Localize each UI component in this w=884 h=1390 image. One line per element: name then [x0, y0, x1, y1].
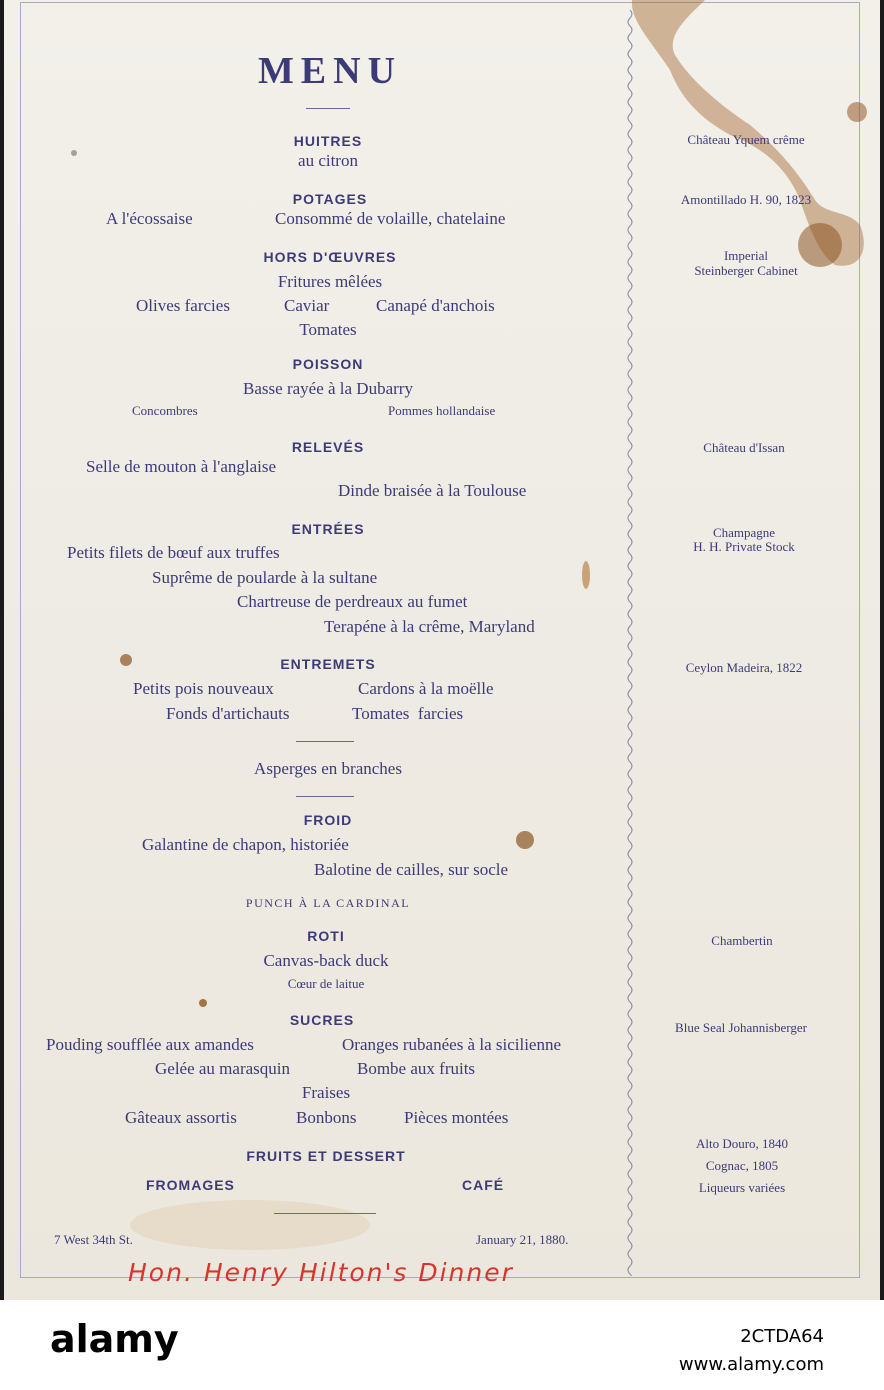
dish: Olives farcies: [136, 296, 230, 315]
divider: [296, 796, 354, 797]
heading-roti: ROTI: [307, 928, 345, 944]
handwritten-annotation: Hon. Henry Hilton's Dinner: [128, 1258, 514, 1287]
dish: Basse rayée à la Dubarry: [243, 379, 413, 398]
divider: [296, 741, 354, 742]
dish: Fritures mêlées: [277, 272, 383, 291]
image-id: 2CTDA64: [740, 1326, 824, 1347]
heading-entrees: ENTRÉES: [291, 521, 365, 537]
dish: Canapé d'anchois: [376, 296, 495, 315]
dish: Pièces montées: [404, 1108, 509, 1127]
divider: [274, 1213, 376, 1214]
dish: Fonds d'artichauts: [166, 704, 290, 723]
dish: Tomates: [299, 320, 357, 339]
dish: Petits filets de bœuf aux truffes: [67, 543, 280, 562]
side-dish: Cœur de laitue: [287, 976, 365, 991]
heading-poisson: POISSON: [292, 356, 364, 372]
punch: PUNCH À LA CARDINAL: [245, 896, 411, 910]
side-dish: Pommes hollandaise: [388, 403, 496, 418]
dish: au citron: [298, 151, 358, 170]
wine: Château d'Issan: [703, 440, 785, 455]
wine: Amontillado H. 90, 1823: [680, 192, 812, 207]
wine: Champagne: [712, 525, 776, 540]
wine: Château Yquem crême: [687, 132, 805, 147]
dish: Dinde braisée à la Toulouse: [338, 481, 527, 500]
dish: Caviar: [284, 296, 330, 315]
dish: Canvas-back duck: [263, 951, 389, 970]
watermark-logo: alamy: [50, 1317, 179, 1361]
dish: Cardons à la moëlle: [358, 679, 494, 698]
dish: Oranges rubanées à la sicilienne: [342, 1035, 562, 1054]
dish: Bonbons: [296, 1108, 357, 1127]
dish: Consommé de volaille, chatelaine: [275, 209, 506, 228]
dish: Galantine de chapon, historiée: [142, 835, 349, 854]
wine: Blue Seal Johannisberger: [675, 1020, 807, 1035]
dish: Selle de mouton à l'anglaise: [86, 457, 277, 476]
dish: Gâteaux assortis: [125, 1108, 237, 1127]
date: January 21, 1880.: [476, 1232, 569, 1247]
wine: Chambertin: [711, 933, 773, 948]
dish: Suprême de poularde à la sultane: [152, 568, 378, 587]
menu-title: MENU: [257, 50, 403, 92]
wine: Alto Douro, 1840: [695, 1136, 789, 1151]
dish: Bombe aux fruits: [357, 1059, 476, 1078]
cafe: CAFÉ: [462, 1177, 505, 1193]
divider: [306, 108, 350, 109]
dish: Asperges en branches: [254, 759, 402, 778]
watermark-url: www.alamy.com: [678, 1354, 824, 1375]
address: 7 West 34th St.: [54, 1232, 133, 1247]
heading-huitres: HUITRES: [293, 133, 363, 149]
side-dish: Concombres: [132, 403, 198, 418]
wine: H. H. Private Stock: [693, 539, 795, 554]
dish: Tomates farcies: [352, 704, 464, 723]
wine: Imperial: [723, 248, 769, 263]
wine: Cognac, 1805: [705, 1158, 779, 1173]
dish: Balotine de cailles, sur socle: [314, 860, 509, 879]
dish: Fraises: [301, 1083, 351, 1102]
dish: Pouding soufflée aux amandes: [46, 1035, 254, 1054]
dish: Petits pois nouveaux: [133, 679, 274, 698]
heading-fruits-et-dessert: FRUITS ET DESSERT: [246, 1148, 406, 1164]
dish: Chartreuse de perdreaux au fumet: [237, 592, 468, 611]
heading-sucres: SUCRES: [289, 1012, 355, 1028]
heading-potages: POTAGES: [292, 191, 368, 207]
dish: Terapéne à la crême, Maryland: [324, 617, 535, 636]
heading-froid: FROID: [303, 812, 353, 828]
wine: Liqueurs variées: [698, 1180, 786, 1195]
dish: Gelée au marasquin: [155, 1059, 290, 1078]
heading-releves: RELEVÉS: [291, 439, 365, 455]
wine: Steinberger Cabinet: [694, 263, 798, 278]
heading-entremets: ENTREMETS: [280, 656, 376, 672]
wine: Ceylon Madeira, 1822: [685, 660, 803, 675]
fromages: FROMAGES: [146, 1177, 235, 1193]
dish: A l'écossaise: [106, 209, 193, 228]
heading-hors-doeuvres: HORS D'ŒUVRES: [263, 249, 397, 265]
